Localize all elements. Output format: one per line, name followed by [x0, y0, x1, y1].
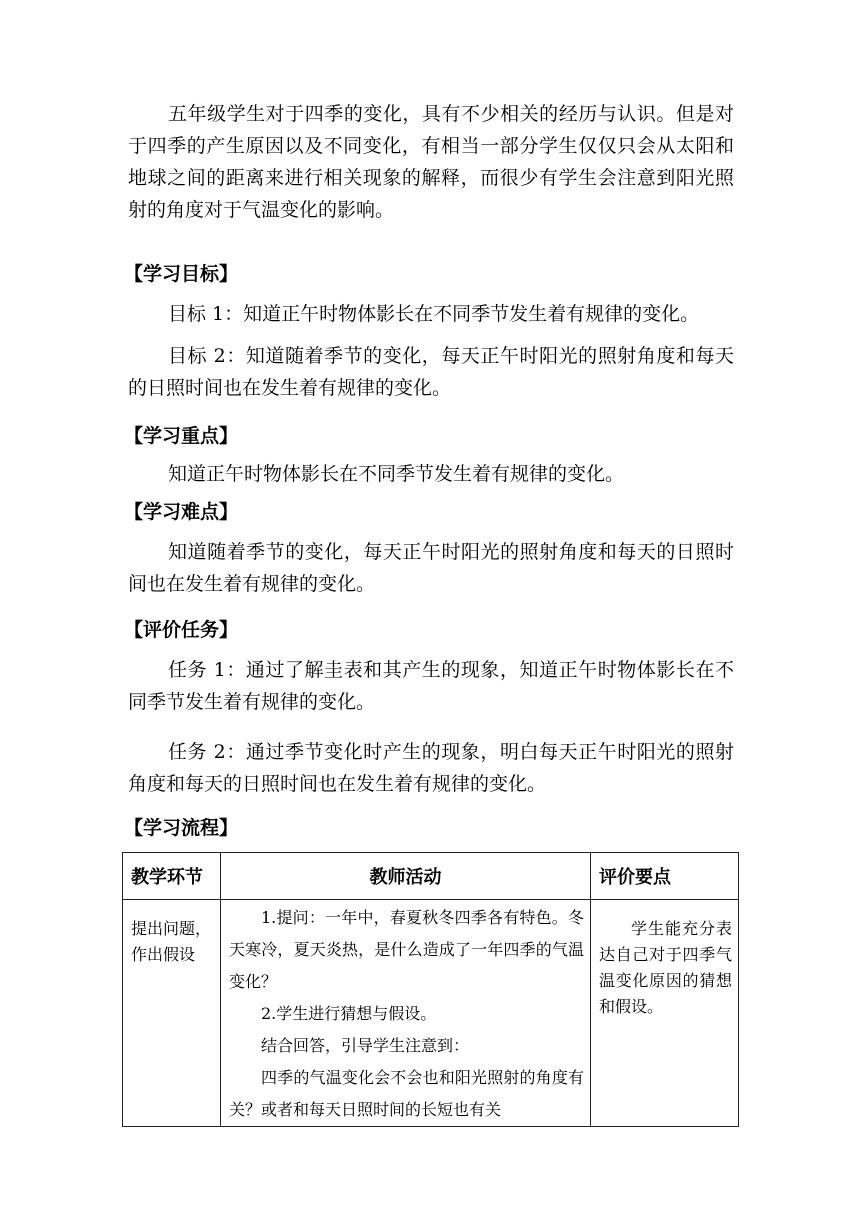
- task-1: 任务 1：通过了解圭表和其产生的现象，知道正午时物体影长在不同季节发生着有规律的变化。: [128, 659, 734, 713]
- header-stage: 教学环节: [123, 853, 221, 900]
- evaluation-points-cell: 学生能充分表达自己对于四季气温变化原因的猜想和假设。: [591, 900, 739, 1127]
- header-activity: 教师活动: [221, 853, 591, 900]
- activity-cell: [221, 900, 591, 1127]
- intro-paragraph: 五年级学生对于四季的变化，具有不少相关的经历与认识。但是对于四季的产生原因以及不同变化，有相当一部分学生仅仅只会从太阳和地球之间的距离来进行相关现象的解释，而很少有学生会注意到阳光照射的角度对于气温变化的影响。: [128, 103, 734, 221]
- objectives-heading: 【学习目标】: [124, 263, 239, 285]
- task-2: 任务 2：通过季节变化时产生的现象，明白每天正午时阳光的照射角度和每天的日照时间也在发生着有规律的变化。: [128, 741, 734, 795]
- activity-line-2: 2.学生进行猜想与假设。: [261, 1004, 437, 1023]
- activity-line-4: 四季的气温变化会不会也和阳光照射的角度有关？或者和每天日照时间的长短也有关: [229, 1068, 584, 1119]
- key-points-text: 知道正午时物体影长在不同季节发生着有规律的变化。: [168, 463, 625, 485]
- objective-2: 目标 2：知道随着季节的变化，每天正午时阳光的照射角度和每天的日照时间也在发生着有规律的变化。: [128, 345, 734, 399]
- activity-line-1: 1.提问：一年中，春夏秋冬四季各有特色。冬天寒冷，夏天炎热，是什么造成了一年四季的气温变化？: [229, 908, 584, 991]
- difficulty-text: 知道随着季节的变化，每天正午时阳光的照射角度和每天的日照时间也在发生着有规律的变化。: [128, 541, 734, 595]
- activity-line-3: 结合回答，引导学生注意到：: [261, 1036, 470, 1055]
- objective-1: 目标 1：知道正午时物体影长在不同季节发生着有规律的变化。: [168, 303, 700, 325]
- table-header-row: [123, 853, 739, 900]
- tasks-heading: 【评价任务】: [124, 619, 239, 641]
- difficulty-heading: 【学习难点】: [124, 501, 239, 523]
- header-points: 评价要点: [591, 853, 739, 900]
- key-points-heading: 【学习重点】: [124, 425, 239, 447]
- flow-heading: 【学习流程】: [124, 817, 239, 839]
- table-row: [123, 900, 739, 1127]
- learning-flow-table: [122, 852, 739, 1127]
- stage-cell: 提出问题，作出假设: [123, 900, 221, 1127]
